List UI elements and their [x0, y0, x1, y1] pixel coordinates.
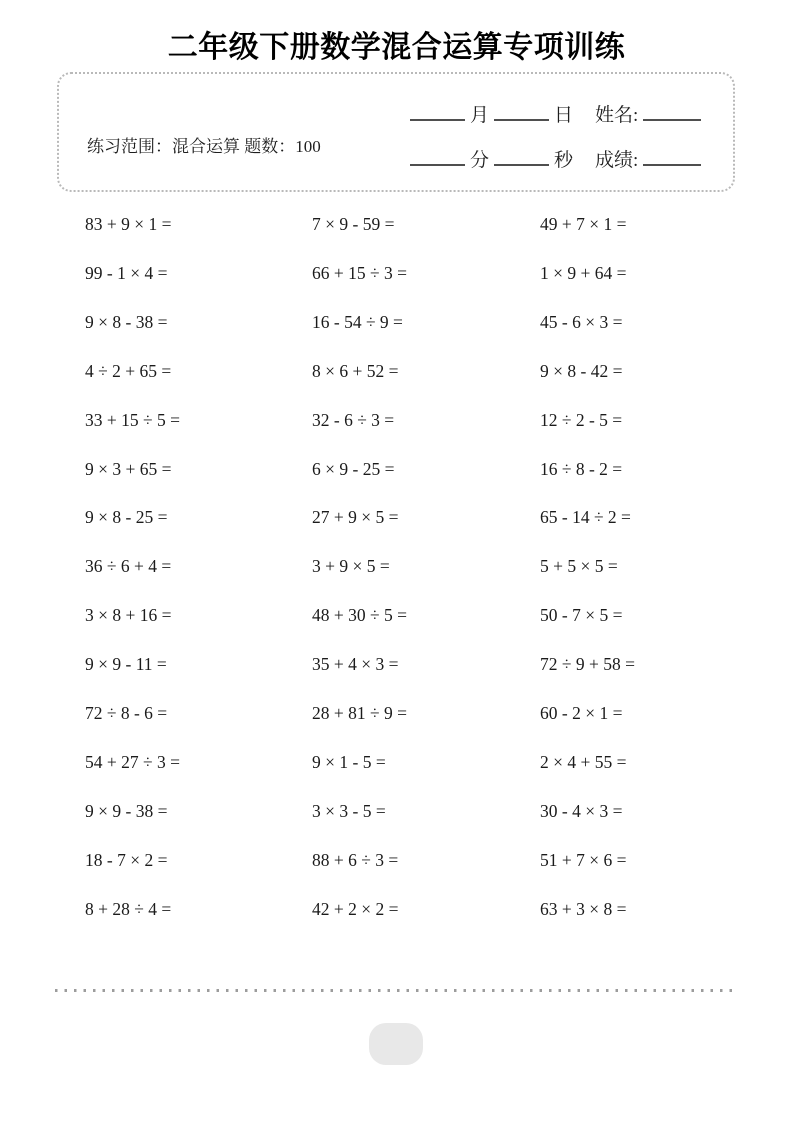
problem-expression: 9 × 9 - 38 = [85, 801, 168, 822]
problem-expression: 9 × 8 - 38 = [85, 311, 168, 332]
problem-expression: 51 + 7 × 6 = [540, 849, 627, 870]
problem-expression: 4 ÷ 2 + 65 = [85, 360, 172, 381]
date-name-line [405, 103, 701, 129]
problem-expression: 33 + 15 ÷ 5 = [85, 409, 180, 430]
problems-column-3 [540, 200, 635, 934]
problem-expression: 36 ÷ 6 + 4 = [85, 556, 172, 577]
problem-expression: 49 + 7 × 1 = [540, 213, 627, 234]
problem-expression: 7 × 9 - 59 = [312, 213, 395, 234]
problem-expression: 32 - 6 ÷ 3 = [312, 409, 395, 430]
problem-expression: 9 × 8 - 42 = [540, 360, 623, 381]
problem-expression: 6 × 9 - 25 = [312, 458, 395, 479]
score-blank [643, 150, 701, 166]
problem-expression: 28 + 81 ÷ 9 = [312, 703, 407, 724]
page-title: 二年级下册数学混合运算专项训练 [167, 31, 626, 64]
problem-expression: 66 + 15 ÷ 3 = [312, 262, 407, 283]
score-label: 成绩: [595, 150, 639, 171]
problem-expression: 16 - 54 ÷ 9 = [312, 311, 403, 332]
problem-expression: 16 ÷ 8 - 2 = [540, 458, 623, 479]
problems-column-1 [85, 200, 180, 934]
problem-expression: 8 + 28 ÷ 4 = [85, 898, 172, 919]
page-number-blob [369, 1023, 423, 1065]
problem-expression: 42 + 2 × 2 = [312, 898, 399, 919]
problem-expression: 99 - 1 × 4 = [85, 262, 168, 283]
minute-blank [410, 150, 465, 166]
problem-expression: 18 - 7 × 2 = [85, 849, 168, 870]
problem-expression: 45 - 6 × 3 = [540, 311, 623, 332]
problem-expression: 60 - 2 × 1 = [540, 703, 623, 724]
problems-column-2 [312, 200, 407, 934]
problem-expression: 30 - 4 × 3 = [540, 801, 623, 822]
problem-expression: 3 + 9 × 5 = [312, 556, 390, 577]
practice-scope-label: 练习范围：混合运算 题数：100 [87, 137, 321, 156]
name-blank [643, 105, 701, 121]
problem-expression: 54 + 27 ÷ 3 = [85, 752, 180, 773]
problem-expression: 65 - 14 ÷ 2 = [540, 507, 631, 528]
second-label: 秒 [554, 150, 574, 171]
problem-expression: 88 + 6 ÷ 3 = [312, 849, 399, 870]
month-blank [410, 105, 465, 121]
day-blank [494, 105, 549, 121]
problem-expression: 8 × 6 + 52 = [312, 360, 399, 381]
problem-expression: 2 × 4 + 55 = [540, 752, 627, 773]
second-blank [494, 150, 549, 166]
day-label: 日 [554, 105, 574, 126]
problem-expression: 72 ÷ 9 + 58 = [540, 654, 635, 675]
problem-expression: 9 × 9 - 11 = [85, 654, 167, 675]
problem-expression: 3 × 8 + 16 = [85, 605, 172, 626]
problem-expression: 12 ÷ 2 - 5 = [540, 409, 623, 430]
problem-expression: 27 + 9 × 5 = [312, 507, 399, 528]
problem-expression: 1 × 9 + 64 = [540, 262, 627, 283]
time-score-line [405, 148, 701, 174]
problem-expression: 9 × 3 + 65 = [85, 458, 172, 479]
problem-expression: 72 ÷ 8 - 6 = [85, 703, 168, 724]
bottom-dashed-divider [55, 989, 737, 992]
worksheet-info-box [57, 72, 735, 192]
problem-expression: 50 - 7 × 5 = [540, 605, 623, 626]
problem-expression: 3 × 3 - 5 = [312, 801, 386, 822]
month-label: 月 [470, 105, 490, 126]
minute-label: 分 [470, 150, 490, 171]
problem-expression: 9 × 1 - 5 = [312, 752, 386, 773]
problem-expression: 48 + 30 ÷ 5 = [312, 605, 407, 626]
problem-expression: 63 + 3 × 8 = [540, 898, 627, 919]
problem-expression: 5 + 5 × 5 = [540, 556, 618, 577]
problem-expression: 9 × 8 - 25 = [85, 507, 168, 528]
problem-expression: 83 + 9 × 1 = [85, 213, 172, 234]
problem-expression: 35 + 4 × 3 = [312, 654, 399, 675]
name-label: 姓名: [595, 105, 639, 126]
